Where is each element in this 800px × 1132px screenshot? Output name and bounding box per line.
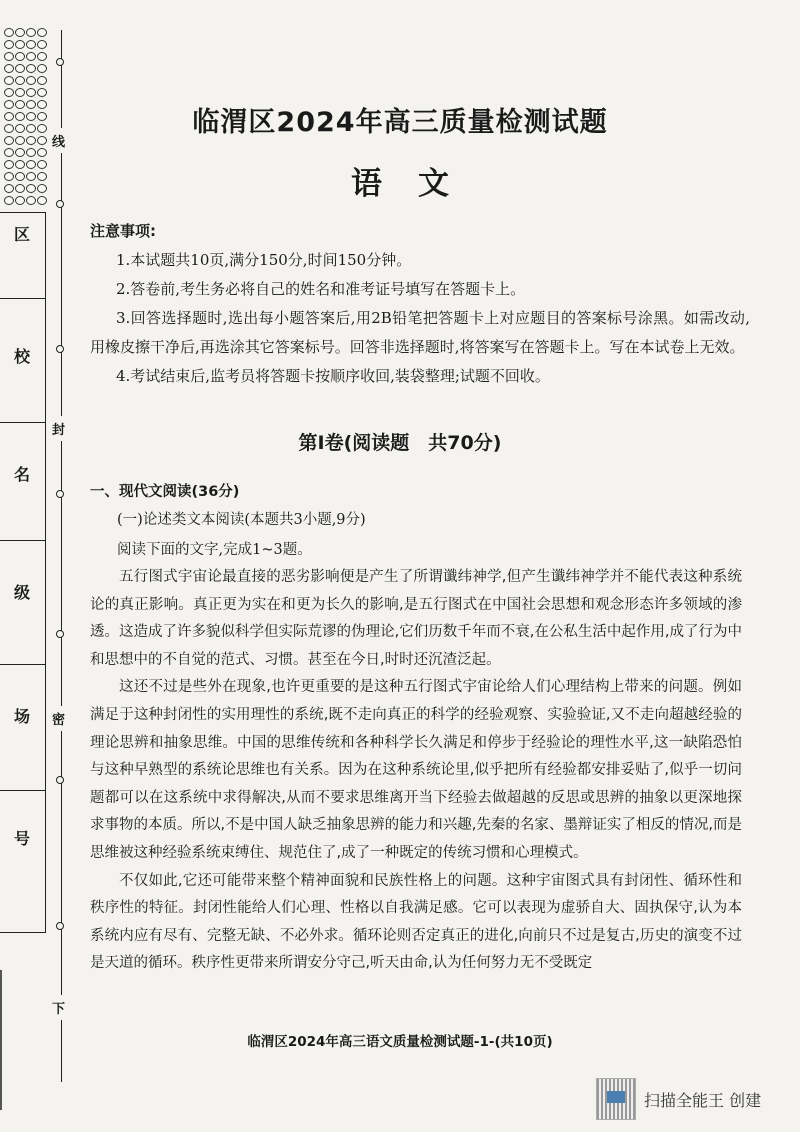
note-item: 1.本试题共10页,满分150分,时间150分钟。	[116, 251, 412, 269]
field-divider	[0, 790, 46, 791]
field-label-district: 区	[13, 225, 30, 244]
field-divider	[0, 932, 46, 933]
binding-circle	[56, 776, 64, 784]
binding-circle	[56, 58, 64, 66]
binding-hole	[15, 40, 25, 49]
binding-hole	[26, 64, 36, 73]
binding-hole	[4, 52, 14, 61]
field-divider	[0, 664, 46, 665]
binding-hole	[4, 64, 14, 73]
binding-hole	[37, 40, 47, 49]
binding-hole	[4, 88, 14, 97]
binding-hole	[26, 88, 36, 97]
binding-hole	[37, 64, 47, 73]
info-box-border	[45, 212, 46, 932]
note-item: 3.回答选择题时,选出每小题答案后,用2B铅笔把答题卡上对应题目的答案标号涂黑。如需改动,用橡皮擦干净后,再选涂其它答案标号。回答非选择题时,将答案写在答题卡上。写在本试卷上无效。	[90, 309, 750, 356]
binding-hole	[15, 76, 25, 85]
subject-title: 语文	[351, 166, 485, 202]
scanner-watermark	[596, 1078, 761, 1120]
note-item: 4.考试结束后,监考员将答题卡按顺序收回,装袋整理;试题不回收。	[116, 367, 550, 385]
field-divider	[0, 422, 46, 423]
section-heading: 一、现代文阅读(36分)	[90, 484, 240, 500]
passage-paragraph: 不仅如此,它还可能带来整个精神面貌和民族性格上的问题。这种宇宙图式具有封闭性、循环性和秩序性的特征。封闭性能给人们心理、性格以自我满足感。它可以表现为虚骄自大、固执保守,认为本系统内应有尽有、完整无缺、不必外求。循环论则否定真正的进化,向前只不过是复古,历史的演变不过是天道的循环。秩序性更带来所谓安分守己,听天由命,认为任何努力无不受既定	[90, 872, 742, 972]
field-divider	[0, 298, 46, 299]
binding-hole	[15, 148, 25, 157]
binding-hole	[15, 28, 25, 37]
camscanner-logo-icon	[596, 1078, 636, 1120]
field-label-grade: 级	[13, 583, 30, 602]
notes-list	[90, 246, 750, 391]
binding-hole	[4, 76, 14, 85]
binding-circle	[56, 922, 64, 930]
field-divider	[0, 540, 46, 541]
field-label-name: 名	[13, 465, 30, 484]
binding-hole	[37, 28, 47, 37]
binding-circle	[56, 345, 64, 353]
binding-hole	[26, 148, 36, 157]
exam-title: 临渭区2024年高三质量检测试题	[192, 107, 608, 138]
part-heading: 第Ⅰ卷(阅读题 共70分)	[298, 432, 502, 454]
binding-hole	[15, 52, 25, 61]
binding-hole	[37, 52, 47, 61]
passage-paragraph: 这还不过是些外在现象,也许更重要的是这种五行图式宇宙论给人们心理结构上带来的问题。例如满足于这种封闭性的实用理性的系统,既不走向真正的科学的经验观察、实验验证,又不走向超越经验的理论思辨和抽象思维。中国的思维传统和各种科学长久满足和停步于经验论的理性水平,这一缺陷恐怕与这种早熟型的系统论思维也有关系。因为在这种系统论里,似乎把所有经验都安排妥贴了,似乎一切问题都可以在这系统中求得解决,从而不要求思维离开当下经验去做超越的反思或思辨的抽象以更深地探求事物的本质。所以,不是中国人缺乏抽象思辨的能力和兴趣,先秦的名家、墨辩证实了相反的情况,而是思维被这种经验系统束缚住、规范住了,成了一种既定的传统习惯和心理模式。	[90, 679, 742, 861]
field-divider	[0, 212, 46, 213]
subsection-heading: (一)论述类文本阅读(本题共3小题,9分)	[117, 512, 366, 528]
binding-hole	[15, 64, 25, 73]
field-label-exam-room: 场	[13, 707, 30, 726]
binding-hole	[26, 76, 36, 85]
binding-mark-xian: 线	[52, 128, 65, 153]
binding-hole	[4, 40, 14, 49]
binding-hole	[15, 88, 25, 97]
binding-hole	[26, 52, 36, 61]
binding-hole	[26, 40, 36, 49]
binding-hole	[26, 28, 36, 37]
page-footer: 临渭区2024年高三语文质量检测试题-1-(共10页)	[247, 1034, 553, 1050]
binding-circle	[56, 630, 64, 638]
binding-hole	[4, 148, 14, 157]
reading-passage	[90, 564, 742, 978]
binding-circle	[56, 490, 64, 498]
binding-hole	[37, 88, 47, 97]
notes-heading: 注意事项:	[90, 222, 156, 240]
passage-paragraph: 五行图式宇宙论最直接的恶劣影响便是产生了所谓谶纬神学,但产生谶纬神学并不能代表这种系统论的真正影响。真正更为实在和更为长久的影响,是五行图式在中国社会思想和观念形态许多领域的渗透。这造成了许多貌似科学但实际荒谬的伪理论,它们历数千年而不衰,在公私生活中起作用,成了行为中和思想中的不自觉的范式、习惯。甚至在今日,时时还沉渣泛起。	[90, 569, 742, 668]
binding-hole	[4, 28, 14, 37]
binding-mark-mi: 密	[52, 706, 65, 731]
watermark-text: 扫描全能王 创建	[644, 1090, 762, 1110]
binding-hole	[37, 76, 47, 85]
field-label-number: 号	[13, 829, 30, 848]
binding-mark-xia: 下	[52, 995, 65, 1020]
binding-mark-feng: 封	[52, 416, 65, 441]
note-item: 2.答卷前,考生务必将自己的姓名和准考证号填写在答题卡上。	[116, 280, 526, 298]
field-label-school: 校	[13, 347, 30, 366]
binding-hole	[37, 148, 47, 157]
reading-instruction: 阅读下面的文字,完成1~3题。	[117, 542, 312, 558]
